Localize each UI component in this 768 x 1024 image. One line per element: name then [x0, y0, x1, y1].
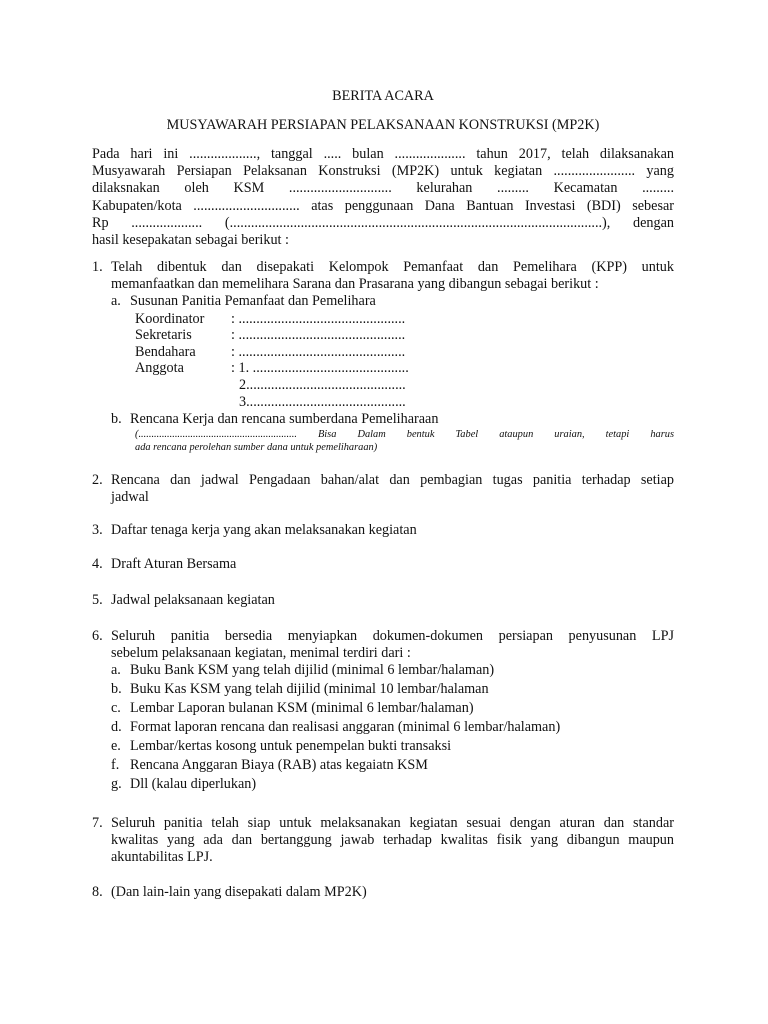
list-item-3 [92, 522, 674, 539]
item-text: Telah dibentuk dan disepakati Kelompok Pemanfaat dan Pemelihara (KPP) untuk [111, 259, 674, 275]
sub-item-text: Lembar/kertas kosong untuk penempelan bukti transaksi [130, 738, 452, 755]
item-number: 2. [92, 472, 103, 488]
sub-item-text: Susunan Panitia Pemanfaat dan Pemelihara [130, 293, 376, 310]
sub-item-text: Dll (kalau diperlukan) [130, 776, 257, 793]
intro-line: dilaksnakan oleh KSM ............................. kelurahan ......... Kecamatan ......... [92, 180, 674, 197]
sub-item-b [111, 411, 674, 428]
item-number: 6. [92, 628, 103, 644]
item-text: kwalitas yang ada dan bertanggung jawab terhadap kwalitas fisik yang dibangun maupun [111, 832, 674, 849]
roster-value: : ............................................... [231, 310, 406, 327]
sub-item-e [111, 738, 674, 757]
note-line: (............................................................. Bisa Dalam bentuk Tabel ataupun uraian, tetapi harus [135, 429, 674, 441]
sub-item-text: Rencana Anggaran Biaya (RAB) atas kegaiatn KSM [130, 757, 428, 774]
sub-item-letter: a. [111, 293, 121, 310]
sub-item-text: Lembar Laporan bulanan KSM (minimal 6 lembar/halaman) [130, 700, 474, 717]
roster-row-sekretaris [135, 327, 674, 344]
list-item-2 [92, 472, 674, 506]
sub-item-a [111, 662, 674, 681]
roster-value: : ............................................... [231, 343, 406, 360]
sub-item-letter: f. [111, 757, 120, 774]
roster-row-bendahara [135, 344, 674, 361]
sub-item-text: Buku Bank KSM yang telah dijilid (minimal 6 lembar/halaman) [130, 662, 495, 679]
roster-label: Sekretaris [135, 327, 192, 344]
sub-item-c [111, 700, 674, 719]
sub-item-b [111, 681, 674, 700]
sub-item-letter: c. [111, 700, 121, 717]
item-number: 1. [92, 259, 103, 275]
sub-item-g [111, 776, 674, 795]
item-text: Rencana dan jadwal Pengadaan bahan/alat dan pembagian tugas panitia terhadap setiap [111, 472, 674, 488]
list-item-4 [92, 556, 674, 573]
intro-paragraph [92, 146, 674, 249]
intro-line: hasil kesepakatan sebagai berikut : [92, 232, 289, 249]
roster-label: Anggota [135, 360, 184, 377]
item-text: Seluruh panitia bersedia menyiapkan dokumen-dokumen persiapan penyusunan LPJ [111, 628, 674, 644]
sub-item-letter: g. [111, 776, 122, 793]
item-text: Jadwal pelaksanaan kegiatan [111, 592, 275, 608]
roster-row-koordinator [135, 311, 674, 328]
sub-item-letter: b. [111, 411, 122, 428]
intro-line: Rp .................... (.........................................................................................................), dengan [92, 214, 674, 231]
item-number: 8. [92, 884, 103, 900]
item-number: 5. [92, 592, 103, 608]
roster-row-anggota-2 [135, 377, 674, 394]
committee-roster [135, 311, 674, 411]
document-title: BERITA ACARA [332, 88, 434, 104]
item-text: jadwal [111, 489, 149, 506]
document-subtitle: MUSYAWARAH PERSIAPAN PELAKSANAAN KONSTRUKSI (MP2K) [166, 117, 600, 133]
list-item-8 [92, 884, 674, 901]
intro-line: Pada hari ini ..................., tanggal ..... bulan .................... tahun 2017, telah dilaksanakan [92, 146, 674, 162]
roster-value: : 1. ............................................ [231, 360, 409, 377]
roster-label: Koordinator [135, 310, 205, 327]
item-number: 4. [92, 556, 103, 572]
sub-item-letter: b. [111, 681, 122, 698]
roster-row-anggota [135, 360, 674, 377]
list-item-7 [92, 815, 674, 867]
roster-value: 2............................................. [239, 376, 406, 393]
item-text: akuntabilitas LPJ. [111, 849, 213, 866]
sub-item-d [111, 719, 674, 738]
note-line: ada rencana perolehan sumber dana untuk pemeliharaan) [135, 442, 378, 454]
sub-item-a [111, 293, 674, 310]
sub-item-letter: d. [111, 719, 122, 736]
item-text: sebelum pelaksanaan kegiatan, menimal terdiri dari : [111, 645, 411, 662]
sub-item-f [111, 757, 674, 776]
intro-line: Kabupaten/kota .............................. atas penggunaan Dana Bantuan Investasi (BDI) sebesar [92, 197, 674, 214]
item-number: 3. [92, 522, 103, 538]
sub-item-letter: e. [111, 738, 121, 755]
item-text: Daftar tenaga kerja yang akan melaksanakan kegiatan [111, 522, 417, 538]
item-number: 7. [92, 815, 103, 831]
item-text: memanfaatkan dan memelihara Sarana dan Prasarana yang dibangun sebagai berikut : [111, 276, 599, 293]
sub-item-text: Buku Kas KSM yang telah dijilid (minimal 10 lembar/halaman [130, 681, 489, 698]
list-item-1 [92, 259, 674, 454]
roster-label: Bendahara [135, 343, 196, 360]
roster-row-anggota-3 [135, 394, 674, 411]
intro-line: Musyawarah Persiapan Pelaksanan Konstruksi (MP2K) untuk kegiatan ....................... yang [92, 163, 674, 180]
roster-value: 3............................................. [239, 393, 406, 410]
sub-item-text: Rencana Kerja dan rencana sumberdana Pemeliharaan [130, 411, 439, 428]
list-item-6 [92, 628, 674, 795]
italic-note [135, 428, 674, 454]
sub-item-text: Format laporan rencana dan realisasi anggaran (minimal 6 lembar/halaman) [130, 719, 561, 736]
item-text: Draft Aturan Bersama [111, 556, 237, 572]
list-item-5 [92, 592, 674, 609]
item-text: Seluruh panitia telah siap untuk melaksanakan kegiatan sesuai dengan aturan dan standar [111, 815, 674, 831]
roster-value: : ............................................... [231, 327, 406, 344]
sub-item-letter: a. [111, 662, 121, 679]
item-text: (Dan lain-lain yang disepakati dalam MP2K) [111, 884, 367, 900]
